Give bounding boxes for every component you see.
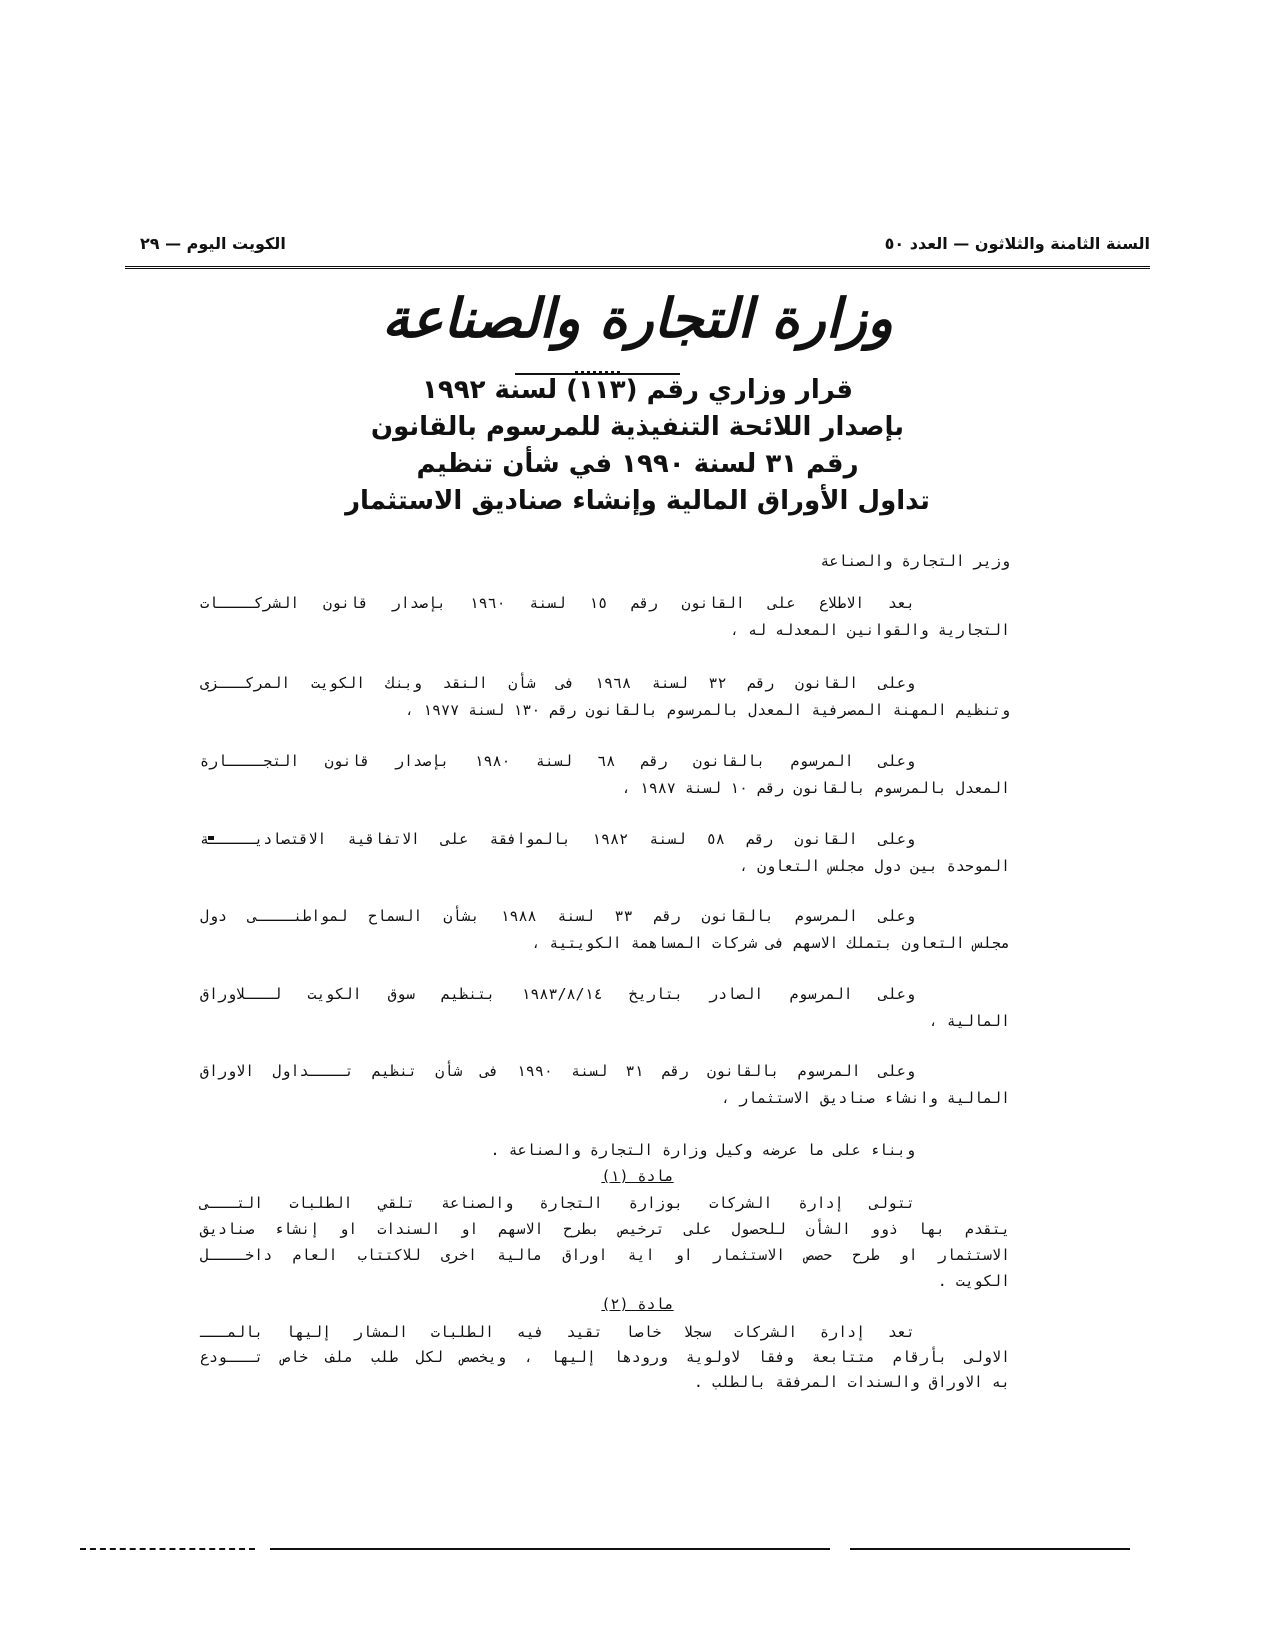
preamble-paragraph — [200, 981, 1010, 1035]
paragraph-line: المالية ، — [928, 1012, 1010, 1030]
paragraph-line: الاستثمار او طرح حصص الاستثمار او اية اوراق مالية اخرى للاكتتاب العام داخــــل — [200, 1246, 1010, 1264]
preamble-paragraph — [200, 590, 1010, 644]
paragraph-line: وعلى المرسوم بالقانون رقم ٣١ لسنة ١٩٩٠ فى شأن تنظيم تــــداول الاوراق — [200, 1062, 915, 1080]
paragraph-line: المالية وانشاء صناديق الاستثمار ، — [721, 1089, 1010, 1107]
preamble-paragraph — [200, 670, 1010, 724]
paragraph-line: بعد الاطلاع على القانون رقم ١٥ لسنة ١٩٦٠ بإصدار قانون الشركــــات — [200, 594, 916, 612]
paragraph-line: وعلى القانون رقم ٥٨ لسنة ١٩٨٢ بالموافقة على الاتفاقية الاقتصاديـــــة — [200, 830, 916, 848]
paragraph-line: المعدل بالمرسوم بالقانون رقم ١٠ لسنة ١٩٨٧ ، — [621, 779, 1010, 797]
paragraph-line: تتولى إدارة الشركات بوزارة التجارة والصناعة تلقي الطلبات التـــى — [200, 1194, 915, 1212]
footer-rule-left — [80, 1548, 255, 1550]
paragraph-line: به الاوراق والسندات المرفقة بالطلب . — [693, 1373, 1010, 1391]
paragraph-line: الموحدة بين دول مجلس التعاون ، — [739, 857, 1010, 875]
proposal-paragraph — [200, 1137, 1010, 1164]
decree-title-line-3: رقم ٣١ لسنة ١٩٩٠ في شأن تنظيم — [416, 449, 859, 479]
preamble-paragraph — [200, 748, 1010, 802]
preamble-paragraph — [200, 826, 1010, 880]
article-1-title: مادة (١) — [601, 1167, 674, 1185]
gazette-page-header: الكويت اليوم — ٢٩ — [140, 234, 286, 253]
paragraph-line: وعلى المرسوم الصادر بتاريخ ١٩٨٣/٨/١٤ بتنظيم سوق الكويت لـــلاوراق — [200, 985, 915, 1003]
paragraph-line: وعلى المرسوم بالقانون رقم ٦٨ لسنة ١٩٨٠ بإصدار قانون التجــــارة — [200, 752, 915, 770]
decree-title-line-4: تداول الأوراق المالية وإنشاء صناديق الاستثمار — [345, 486, 930, 516]
footer-rule-middle — [270, 1548, 830, 1550]
header-rule — [125, 266, 1150, 269]
paragraph-line: الاولى بأرقام متتابعة وفقا لاولوية ورودها إليها ، ويخصص لكل طلب ملف خاص تـــودع — [200, 1348, 1010, 1366]
minister-intro: وزير التجارة والصناعة — [820, 552, 1010, 570]
article-2-body — [200, 1320, 1010, 1395]
footer-rule-right — [850, 1548, 1130, 1550]
preamble-paragraph — [200, 1058, 1010, 1112]
paragraph-line: وعلى المرسوم بالقانون رقم ٣٣ لسنة ١٩٨٨ بشأن السماح لمواطنــــى دول — [200, 907, 915, 925]
paragraph-line: وتنظيم المهنة المصرفية المعدل بالمرسوم بالقانون رقم ١٣٠ لسنة ١٩٧٧ ، — [404, 701, 1010, 719]
preamble-paragraph — [200, 903, 1010, 957]
paragraph-line: وعلى القانون رقم ٣٢ لسنة ١٩٦٨ فى شأن النقد وبنك الكويت المركـــزى — [200, 674, 916, 692]
paragraph-line: مجلس التعاون بتملك الاسهم فى شركات المساهمة الكويتية ، — [531, 934, 1010, 952]
article-2-title: مادة (٢) — [601, 1295, 674, 1313]
paragraph-line: يتقدم بها ذوو الشأن للحصول على ترخيص بطرح الاسهم او السندات او إنشاء صناديق — [200, 1220, 1010, 1238]
decree-title-line-2: بإصدار اللائحة التنفيذية للمرسوم بالقانون — [370, 412, 905, 442]
article-1-body — [200, 1190, 1010, 1294]
paragraph-line: الكويت . — [937, 1272, 1010, 1290]
ministry-title: وزارة التجارة والصناعة — [382, 286, 893, 350]
paragraph-line: التجارية والقوانين المعدله له ، — [730, 621, 1010, 639]
issue-header: السنة الثامنة والثلاثون — العدد ٥٠ — [884, 234, 1150, 253]
paragraph-line: تعد إدارة الشركات سجلا خاصا تقيد فيه الطلبات المشار إليها بالمـــ — [200, 1323, 915, 1341]
decree-title-line-1: قرار وزاري رقم (١١٣) لسنة ١٩٩٢ — [421, 375, 854, 405]
paragraph-line: وبناء على ما عرضه وكيل وزارة التجارة والصناعة . — [490, 1141, 915, 1159]
